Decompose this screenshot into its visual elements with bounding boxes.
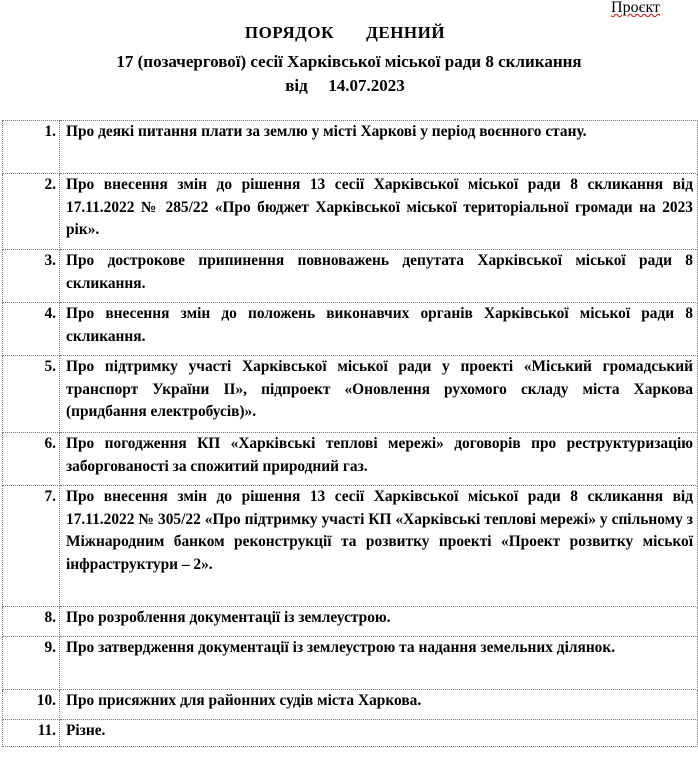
- agenda-item-text: Про затвердження документації із землеустрою та надання земельних ділянок.: [60, 637, 698, 690]
- agenda-item-text: Про внесення змін до рішення 13 сесії Харківської міської ради 8 скликання від 17.11.2022 № 285/22 «Про бюджет Харківської міської територіальної громади на 2023 рік».: [60, 174, 698, 250]
- agenda-item-number: 2.: [3, 174, 60, 250]
- agenda-item-text: Про внесення змін до положень виконавчих органів Харківської міської ради 8 скликання.: [60, 303, 698, 356]
- agenda-item-text: Різне.: [60, 720, 698, 747]
- page-title: ПОРЯДОК ДЕННИЙ: [244, 23, 446, 42]
- agenda-item-text: Про дострокове припинення повноважень депутата Харківської міської ради 8 скликання.: [60, 250, 698, 303]
- agenda-row: [3, 690, 698, 720]
- agenda-row: [3, 637, 698, 690]
- agenda-item-number: 11.: [3, 720, 60, 747]
- agenda-row: [3, 486, 698, 607]
- session-date: від 14.07.2023: [285, 76, 405, 95]
- session-subtitle: 17 (позачергової) сесії Харківської міської ради 8 скликання: [116, 52, 582, 71]
- document-header: [0, 22, 698, 97]
- agenda-item-text: Про деякі питання плати за землю у місті Харкові у період воєнного стану.: [60, 121, 698, 174]
- agenda-row: [3, 433, 698, 486]
- agenda-row: [3, 720, 698, 747]
- agenda-item-text: Про розроблення документації із землеустрою.: [60, 607, 698, 637]
- agenda-item-text: Про присяжних для районних судів міста Харкова.: [60, 690, 698, 720]
- draft-label: Проєкт: [611, 0, 660, 16]
- agenda-item-number: 6.: [3, 433, 60, 486]
- agenda-item-number: 7.: [3, 486, 60, 607]
- agenda-item-number: 5.: [3, 356, 60, 433]
- agenda-row: [3, 121, 698, 174]
- agenda-item-number: 1.: [3, 121, 60, 174]
- agenda-item-number: 10.: [3, 690, 60, 720]
- agenda-item-number: 4.: [3, 303, 60, 356]
- agenda-row: [3, 607, 698, 637]
- agenda-item-number: 3.: [3, 250, 60, 303]
- agenda-row: [3, 303, 698, 356]
- agenda-item-text: Про погодження КП «Харківські теплові мережі» договорів про реструктуризацію заборгованості за спожитий природний газ.: [60, 433, 698, 486]
- agenda-row: [3, 174, 698, 250]
- agenda-item-number: 8.: [3, 607, 60, 637]
- agenda-row: [3, 356, 698, 433]
- agenda-item-text: Про внесення змін до рішення 13 сесії Харківської міської ради 8 скликання від 17.11.2022 № 305/22 «Про підтримку участі КП «Харківські теплові мережі» у спільному з Міжнародним банком реконструкції та розвитку проекті «Проект розвитку міської інфраструктури – 2».: [60, 486, 698, 607]
- agenda-table: [2, 120, 698, 747]
- agenda-item-number: 9.: [3, 637, 60, 690]
- agenda-row: [3, 250, 698, 303]
- agenda-item-text: Про підтримку участі Харківської міської ради у проекті «Міський громадський транспорт України ІІ», підпроект «Оновлення рухомого складу міста Харкова (придбання електробусів)».: [60, 356, 698, 433]
